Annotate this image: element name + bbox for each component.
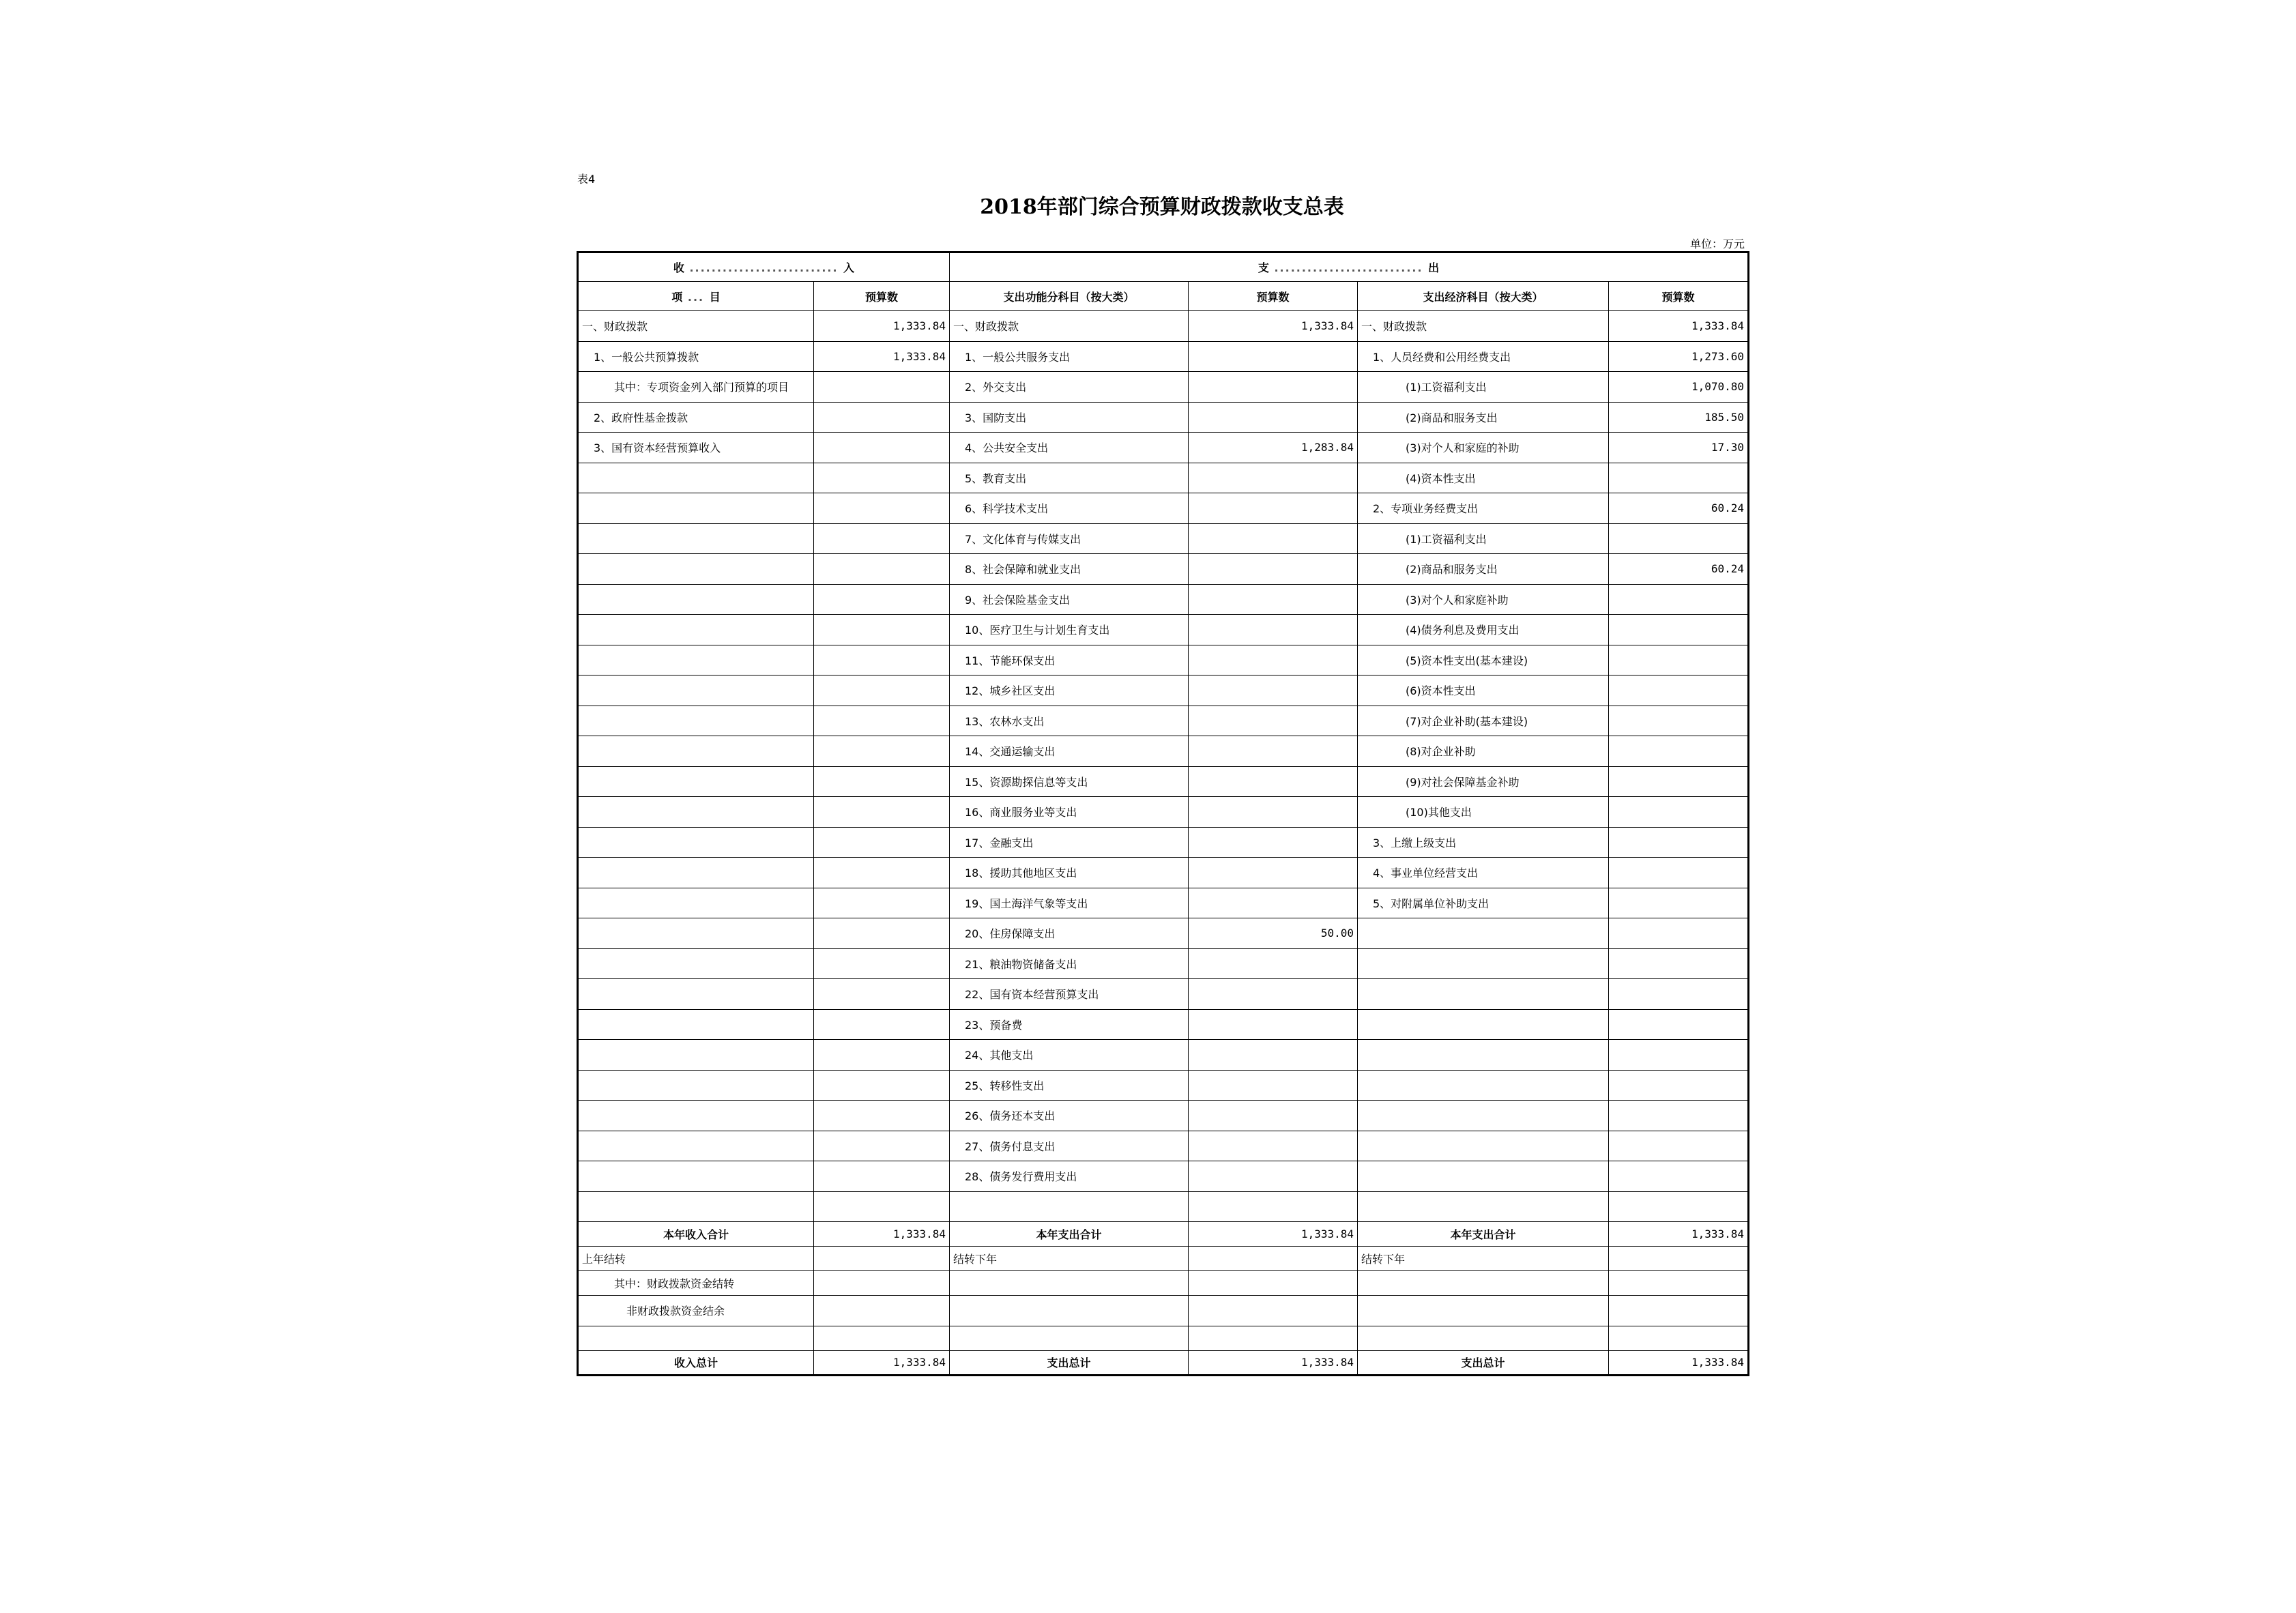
econ-amount-cell xyxy=(1609,948,1749,979)
func-item-cell: 25、转移性支出 xyxy=(950,1070,1189,1101)
income-amount-cell xyxy=(814,372,950,403)
income-amount-cell: 1,333.84 xyxy=(814,341,950,372)
col-item-start: 项 xyxy=(671,290,683,304)
section-header-row xyxy=(578,252,1749,282)
income-total-amount: 1,333.84 xyxy=(814,1222,950,1247)
table-row xyxy=(578,1191,1749,1222)
empty-cell xyxy=(578,1326,814,1350)
table-row xyxy=(578,584,1749,615)
income-item-cell xyxy=(578,1101,814,1131)
econ-item-cell xyxy=(1358,918,1609,949)
econ-amount-cell xyxy=(1609,1070,1749,1101)
next-year-econ-label: 结转下年 xyxy=(1358,1247,1609,1271)
table-row xyxy=(578,463,1749,493)
econ-amount-cell xyxy=(1609,766,1749,797)
col-header-income-budget: 预算数 xyxy=(814,282,950,311)
econ-item-cell: (6)资本性支出 xyxy=(1358,675,1609,706)
totals-row xyxy=(578,1222,1749,1247)
income-item-cell xyxy=(578,493,814,524)
income-item-cell xyxy=(578,827,814,858)
func-item-cell: 22、国有资本经营预算支出 xyxy=(950,979,1189,1010)
table-row xyxy=(578,766,1749,797)
func-amount-cell xyxy=(1189,615,1358,645)
func-item-cell: 11、节能环保支出 xyxy=(950,645,1189,675)
econ-amount-cell xyxy=(1609,675,1749,706)
func-total-label: 本年支出合计 xyxy=(950,1222,1189,1247)
econ-amount-cell xyxy=(1609,858,1749,888)
econ-amount-cell xyxy=(1609,1040,1749,1071)
income-amount-cell xyxy=(814,706,950,736)
econ-amount-cell xyxy=(1609,1009,1749,1040)
empty-cell xyxy=(1609,1271,1749,1296)
econ-item-cell: (1)工资福利支出 xyxy=(1358,523,1609,554)
income-amount-cell xyxy=(814,1101,950,1131)
empty-cell xyxy=(1189,1247,1358,1271)
func-item-cell: 3、国防支出 xyxy=(950,402,1189,433)
income-amount-cell xyxy=(814,493,950,524)
econ-item-cell: 5、对附属单位补助支出 xyxy=(1358,888,1609,918)
income-item-cell xyxy=(578,979,814,1010)
econ-amount-cell xyxy=(1609,797,1749,828)
nonfiscal-carryover-row xyxy=(578,1296,1749,1326)
func-amount-cell: 1,283.84 xyxy=(1189,433,1358,463)
func-amount-cell: 50.00 xyxy=(1189,918,1358,949)
func-item-cell: 24、其他支出 xyxy=(950,1040,1189,1071)
income-amount-cell xyxy=(814,827,950,858)
func-item-cell: 8、社会保障和就业支出 xyxy=(950,554,1189,585)
econ-amount-cell: 60.24 xyxy=(1609,493,1749,524)
table-row xyxy=(578,493,1749,524)
income-amount-cell xyxy=(814,615,950,645)
func-amount-cell xyxy=(1189,1161,1358,1192)
income-item-cell xyxy=(578,1161,814,1192)
func-amount-cell xyxy=(1189,1070,1358,1101)
func-item-cell: 10、医疗卫生与计划生育支出 xyxy=(950,615,1189,645)
table-row xyxy=(578,797,1749,828)
func-amount-cell xyxy=(1189,736,1358,767)
column-header-row xyxy=(578,282,1749,311)
econ-item-cell: (7)对企业补助(基本建设) xyxy=(1358,706,1609,736)
income-item-cell xyxy=(578,797,814,828)
empty-cell xyxy=(1358,1326,1609,1350)
func-amount-cell: 1,333.84 xyxy=(1189,311,1358,342)
income-amount-cell xyxy=(814,1040,950,1071)
col-header-func-budget: 预算数 xyxy=(1189,282,1358,311)
income-amount-cell xyxy=(814,888,950,918)
table-row xyxy=(578,372,1749,403)
income-amount-cell xyxy=(814,948,950,979)
income-item-cell xyxy=(578,645,814,675)
empty-cell xyxy=(950,1296,1189,1326)
income-item-cell: 3、国有资本经营预算收入 xyxy=(578,433,814,463)
col-item-end: 目 xyxy=(709,290,721,304)
income-item-cell xyxy=(578,463,814,493)
econ-amount-cell xyxy=(1609,979,1749,1010)
func-amount-cell xyxy=(1189,706,1358,736)
func-amount-cell xyxy=(1189,858,1358,888)
income-amount-cell xyxy=(814,979,950,1010)
income-amount-cell xyxy=(814,433,950,463)
col-header-item xyxy=(578,282,814,311)
grand-total-row xyxy=(578,1350,1749,1375)
func-amount-cell xyxy=(1189,341,1358,372)
econ-amount-cell: 17.30 xyxy=(1609,433,1749,463)
func-item-cell: 4、公共安全支出 xyxy=(950,433,1189,463)
econ-item-cell: (9)对社会保障基金补助 xyxy=(1358,766,1609,797)
func-amount-cell xyxy=(1189,675,1358,706)
income-amount-cell xyxy=(814,858,950,888)
func-item-cell: 6、科学技术支出 xyxy=(950,493,1189,524)
econ-item-cell: 2、专项业务经费支出 xyxy=(1358,493,1609,524)
unit-label: 单位：万元 xyxy=(1689,237,1745,250)
econ-item-cell: (2)商品和服务支出 xyxy=(1358,402,1609,433)
econ-item-cell xyxy=(1358,1040,1609,1071)
econ-item-cell: (3)对个人和家庭的补助 xyxy=(1358,433,1609,463)
table-row xyxy=(578,979,1749,1010)
econ-item-cell xyxy=(1358,1101,1609,1131)
income-amount-cell xyxy=(814,1161,950,1192)
econ-item-cell: (3)对个人和家庭补助 xyxy=(1358,584,1609,615)
empty-cell xyxy=(1189,1326,1358,1350)
prev-year-carryover-label: 上年结转 xyxy=(578,1247,814,1271)
econ-grand-amount: 1,333.84 xyxy=(1609,1350,1749,1375)
table-row xyxy=(578,402,1749,433)
carryover-row xyxy=(578,1247,1749,1271)
func-total-amount: 1,333.84 xyxy=(1189,1222,1358,1247)
table-row xyxy=(578,736,1749,767)
fiscal-carryover-row xyxy=(578,1271,1749,1296)
blank-row xyxy=(578,1326,1749,1350)
empty-cell xyxy=(1609,1326,1749,1350)
func-amount-cell xyxy=(1189,554,1358,585)
table-row xyxy=(578,675,1749,706)
func-item-cell xyxy=(950,1191,1189,1222)
income-item-cell xyxy=(578,584,814,615)
func-item-cell: 13、农林水支出 xyxy=(950,706,1189,736)
func-amount-cell xyxy=(1189,766,1358,797)
table-row xyxy=(578,948,1749,979)
econ-amount-cell xyxy=(1609,827,1749,858)
econ-amount-cell xyxy=(1609,645,1749,675)
table-row xyxy=(578,433,1749,463)
income-amount-cell xyxy=(814,1191,950,1222)
table-row xyxy=(578,523,1749,554)
income-amount-cell xyxy=(814,797,950,828)
income-amount-cell xyxy=(814,1009,950,1040)
table-row xyxy=(578,615,1749,645)
econ-item-cell: (2)商品和服务支出 xyxy=(1358,554,1609,585)
income-amount-cell xyxy=(814,1070,950,1101)
func-amount-cell xyxy=(1189,948,1358,979)
func-item-cell: 9、社会保险基金支出 xyxy=(950,584,1189,615)
econ-item-cell xyxy=(1358,1191,1609,1222)
income-item-cell xyxy=(578,766,814,797)
func-item-cell: 17、金融支出 xyxy=(950,827,1189,858)
income-amount-cell xyxy=(814,736,950,767)
func-amount-cell xyxy=(1189,402,1358,433)
func-amount-cell xyxy=(1189,1101,1358,1131)
income-grand-amount: 1,333.84 xyxy=(814,1350,950,1375)
econ-amount-cell xyxy=(1609,1191,1749,1222)
func-item-cell: 5、教育支出 xyxy=(950,463,1189,493)
empty-cell xyxy=(1358,1296,1609,1326)
func-amount-cell xyxy=(1189,493,1358,524)
econ-total-amount: 1,333.84 xyxy=(1609,1222,1749,1247)
func-amount-cell xyxy=(1189,584,1358,615)
econ-item-cell xyxy=(1358,979,1609,1010)
income-item-cell xyxy=(578,615,814,645)
income-amount-cell xyxy=(814,554,950,585)
table-row xyxy=(578,1131,1749,1161)
func-amount-cell xyxy=(1189,1009,1358,1040)
econ-amount-cell: 185.50 xyxy=(1609,402,1749,433)
econ-item-cell: 3、上缴上级支出 xyxy=(1358,827,1609,858)
func-amount-cell xyxy=(1189,645,1358,675)
econ-total-label: 本年支出合计 xyxy=(1358,1222,1609,1247)
func-item-cell: 一、财政拨款 xyxy=(950,311,1189,342)
econ-item-cell: (4)资本性支出 xyxy=(1358,463,1609,493)
empty-cell xyxy=(814,1271,950,1296)
income-grand-label: 收入总计 xyxy=(578,1350,814,1375)
econ-item-cell: 1、人员经费和公用经费支出 xyxy=(1358,341,1609,372)
empty-cell xyxy=(1189,1296,1358,1326)
func-amount-cell xyxy=(1189,372,1358,403)
income-amount-cell xyxy=(814,918,950,949)
econ-item-cell xyxy=(1358,1131,1609,1161)
table-row xyxy=(578,858,1749,888)
budget-table xyxy=(577,251,1749,1376)
econ-item-cell: 一、财政拨款 xyxy=(1358,311,1609,342)
func-item-cell: 19、国土海洋气象等支出 xyxy=(950,888,1189,918)
table-row xyxy=(578,706,1749,736)
header-dots: ... xyxy=(682,290,710,304)
econ-item-cell: (8)对企业补助 xyxy=(1358,736,1609,767)
empty-cell xyxy=(1189,1271,1358,1296)
income-amount-cell xyxy=(814,402,950,433)
header-dots: ........................... xyxy=(684,261,844,274)
func-item-cell: 23、预备费 xyxy=(950,1009,1189,1040)
income-total-label: 本年收入合计 xyxy=(578,1222,814,1247)
income-item-cell: 1、一般公共预算拨款 xyxy=(578,341,814,372)
func-amount-cell xyxy=(1189,1131,1358,1161)
econ-item-cell xyxy=(1358,1070,1609,1101)
func-amount-cell xyxy=(1189,523,1358,554)
income-item-cell xyxy=(578,675,814,706)
func-item-cell: 21、粮油物资储备支出 xyxy=(950,948,1189,979)
table-row xyxy=(578,311,1749,342)
econ-item-cell xyxy=(1358,948,1609,979)
table-row xyxy=(578,1009,1749,1040)
income-header-end: 入 xyxy=(843,261,855,274)
func-item-cell: 12、城乡社区支出 xyxy=(950,675,1189,706)
func-item-cell: 18、援助其他地区支出 xyxy=(950,858,1189,888)
func-item-cell: 16、商业服务业等支出 xyxy=(950,797,1189,828)
income-item-cell xyxy=(578,523,814,554)
econ-amount-cell xyxy=(1609,615,1749,645)
expense-header-start: 支 xyxy=(1258,261,1269,274)
income-item-cell: 2、政府性基金拨款 xyxy=(578,402,814,433)
empty-cell xyxy=(950,1271,1189,1296)
econ-amount-cell xyxy=(1609,736,1749,767)
func-amount-cell xyxy=(1189,1040,1358,1071)
func-amount-cell xyxy=(1189,797,1358,828)
econ-amount-cell: 1,070.80 xyxy=(1609,372,1749,403)
income-item-cell xyxy=(578,1009,814,1040)
table-row xyxy=(578,1040,1749,1071)
econ-amount-cell: 1,333.84 xyxy=(1609,311,1749,342)
econ-item-cell: (5)资本性支出(基本建设) xyxy=(1358,645,1609,675)
econ-amount-cell xyxy=(1609,523,1749,554)
next-year-func-label: 结转下年 xyxy=(950,1247,1189,1271)
col-header-econ-budget: 预算数 xyxy=(1609,282,1749,311)
table-label: 表4 xyxy=(577,173,596,186)
income-amount-cell xyxy=(814,675,950,706)
econ-amount-cell: 1,273.60 xyxy=(1609,341,1749,372)
func-item-cell: 27、债务付息支出 xyxy=(950,1131,1189,1161)
income-item-cell xyxy=(578,1070,814,1101)
nonfiscal-carryover-label: 非财政拨款资金结余 xyxy=(578,1296,814,1326)
econ-amount-cell xyxy=(1609,463,1749,493)
income-amount-cell: 1,333.84 xyxy=(814,311,950,342)
income-item-cell xyxy=(578,1040,814,1071)
func-item-cell: 28、债务发行费用支出 xyxy=(950,1161,1189,1192)
econ-amount-cell xyxy=(1609,888,1749,918)
econ-amount-cell xyxy=(1609,1131,1749,1161)
func-grand-label: 支出总计 xyxy=(950,1350,1189,1375)
expense-header-end: 出 xyxy=(1428,261,1440,274)
econ-amount-cell: 60.24 xyxy=(1609,554,1749,585)
empty-cell xyxy=(950,1326,1189,1350)
income-amount-cell xyxy=(814,1131,950,1161)
empty-cell xyxy=(1358,1271,1609,1296)
func-item-cell: 14、交通运输支出 xyxy=(950,736,1189,767)
empty-cell xyxy=(814,1326,950,1350)
table-row xyxy=(578,645,1749,675)
income-amount-cell xyxy=(814,523,950,554)
empty-cell xyxy=(1609,1247,1749,1271)
income-item-cell: 其中：专项资金列入部门预算的项目 xyxy=(578,372,814,403)
econ-item-cell: (4)债务利息及费用支出 xyxy=(1358,615,1609,645)
header-dots: ........................... xyxy=(1268,261,1429,274)
econ-amount-cell xyxy=(1609,918,1749,949)
econ-item-cell xyxy=(1358,1161,1609,1192)
income-item-cell xyxy=(578,1191,814,1222)
econ-item-cell: 4、事业单位经营支出 xyxy=(1358,858,1609,888)
income-amount-cell xyxy=(814,584,950,615)
col-header-func: 支出功能分科目（按大类） xyxy=(950,282,1189,311)
func-item-cell: 2、外交支出 xyxy=(950,372,1189,403)
income-item-cell xyxy=(578,948,814,979)
income-header-start: 收 xyxy=(673,261,684,274)
func-amount-cell xyxy=(1189,463,1358,493)
expense-section-header xyxy=(950,252,1749,282)
table-row xyxy=(578,554,1749,585)
func-amount-cell xyxy=(1189,888,1358,918)
func-amount-cell xyxy=(1189,979,1358,1010)
func-item-cell: 26、债务还本支出 xyxy=(950,1101,1189,1131)
fiscal-carryover-label: 其中：财政拨款资金结转 xyxy=(578,1271,814,1296)
func-amount-cell xyxy=(1189,827,1358,858)
table-row xyxy=(578,341,1749,372)
income-amount-cell xyxy=(814,766,950,797)
income-section-header xyxy=(578,252,950,282)
income-item-cell xyxy=(578,554,814,585)
econ-item-cell xyxy=(1358,1009,1609,1040)
empty-cell xyxy=(814,1247,950,1271)
col-header-econ: 支出经济科目（按大类） xyxy=(1358,282,1609,311)
income-item-cell xyxy=(578,858,814,888)
page-title: 2018年部门综合预算财政拨款收支总表 xyxy=(980,195,1344,219)
table-row xyxy=(578,827,1749,858)
income-item-cell xyxy=(578,1131,814,1161)
econ-amount-cell xyxy=(1609,1161,1749,1192)
empty-cell xyxy=(1609,1296,1749,1326)
income-amount-cell xyxy=(814,645,950,675)
func-amount-cell xyxy=(1189,1191,1358,1222)
econ-amount-cell xyxy=(1609,1101,1749,1131)
econ-item-cell: (10)其他支出 xyxy=(1358,797,1609,828)
func-item-cell: 15、资源勘探信息等支出 xyxy=(950,766,1189,797)
income-amount-cell xyxy=(814,463,950,493)
income-item-cell xyxy=(578,736,814,767)
econ-amount-cell xyxy=(1609,706,1749,736)
econ-item-cell: (1)工资福利支出 xyxy=(1358,372,1609,403)
table-row xyxy=(578,918,1749,949)
table-row xyxy=(578,1161,1749,1192)
income-item-cell xyxy=(578,918,814,949)
table-row xyxy=(578,1070,1749,1101)
empty-cell xyxy=(814,1296,950,1326)
func-item-cell: 7、文化体育与传媒支出 xyxy=(950,523,1189,554)
income-item-cell xyxy=(578,888,814,918)
func-item-cell: 1、一般公共服务支出 xyxy=(950,341,1189,372)
income-item-cell: 一、财政拨款 xyxy=(578,311,814,342)
func-grand-amount: 1,333.84 xyxy=(1189,1350,1358,1375)
table-row xyxy=(578,1101,1749,1131)
table-row xyxy=(578,888,1749,918)
func-item-cell: 20、住房保障支出 xyxy=(950,918,1189,949)
income-item-cell xyxy=(578,706,814,736)
econ-grand-label: 支出总计 xyxy=(1358,1350,1609,1375)
econ-amount-cell xyxy=(1609,584,1749,615)
